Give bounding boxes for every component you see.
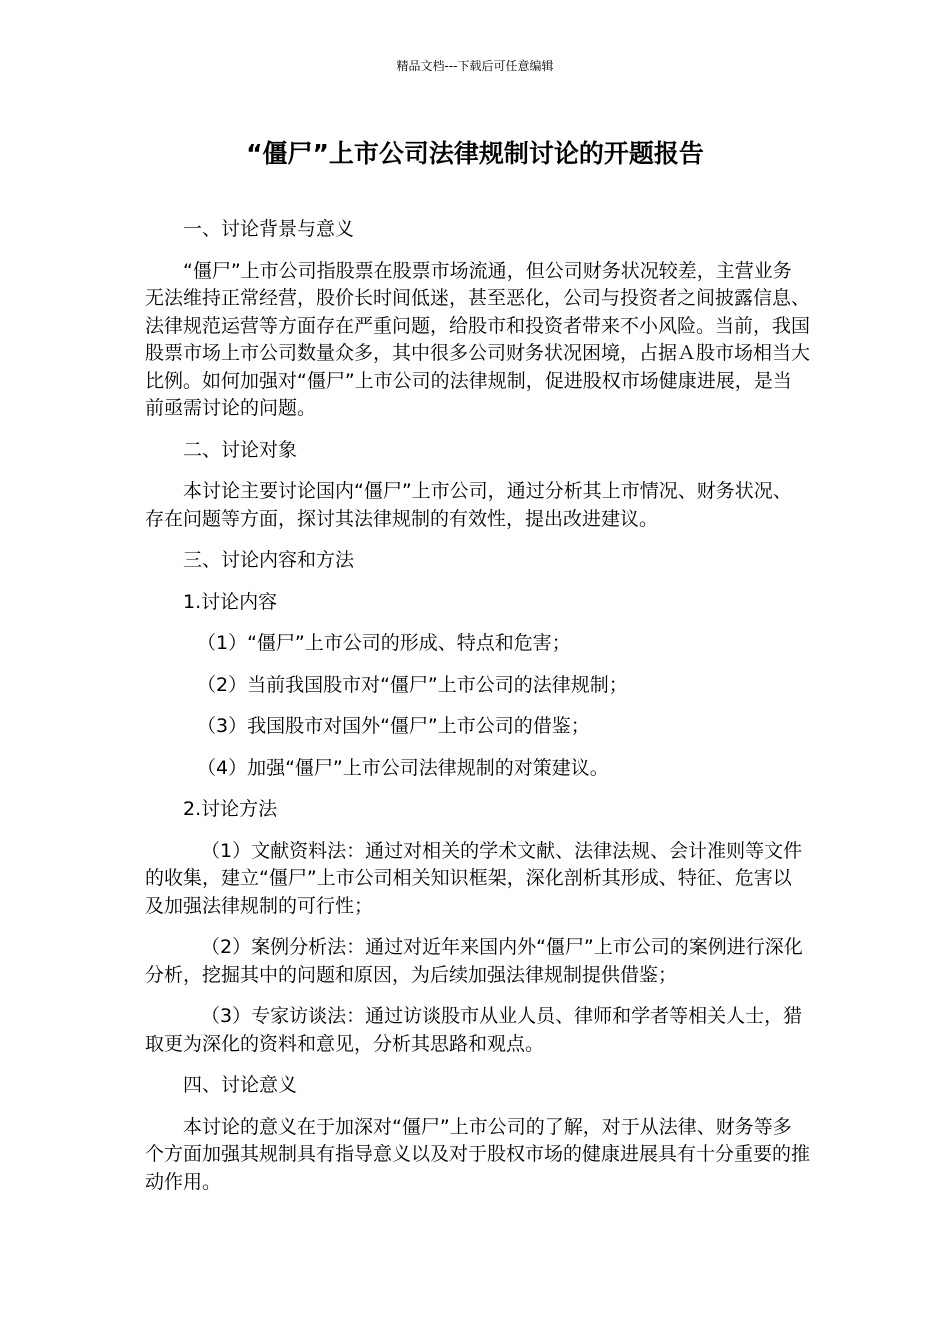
list-item: （2）当前我国股市对“僵尸”上市公司的法律规制； <box>197 673 628 696</box>
subheading-method: 2.讨论方法 <box>183 798 278 820</box>
document-body <box>145 216 810 1196</box>
section-heading-object: 二、讨论对象 <box>183 438 298 461</box>
list-item: （4）加强“僵尸”上市公司法律规制的对策建议。 <box>197 756 609 779</box>
paragraph-background: “僵尸”上市公司指股票在股票市场流通，但公司财务状况较差，主营业务无法维持正常经营，股价长时间低迷，甚至恶化，公司与投资者之间披露信息、法律规范运营等方面存在严重问题，给股市和投资者带来不小风险。当前，我国股票市场上市公司数量众多，其中很多公司财务状况困境，占据Ａ股市场相当大比例。如何加强对“僵尸”上市公司的法律规制，促进股权市场健康进展，是当前亟需讨论的问题。 <box>145 259 811 419</box>
section-heading-significance: 四、讨论意义 <box>183 1074 298 1096</box>
method-paragraph: （1）文献资料法：通过对相关的学术文献、法律法规、会计准则等文件的收集，建立“僵尸”上市公司相关知识框架，深化剖析其形成、特征、危害以及加强法律规制的可行性； <box>145 839 803 917</box>
list-item: （1）“僵尸”上市公司的形成、特点和危害； <box>197 632 571 654</box>
list-item: （3）我国股市对国外“僵尸”上市公司的借鉴； <box>197 715 590 737</box>
method-paragraph: （2）案例分析法：通过对近年来国内外“僵尸”上市公司的案例进行深化分析，挖掘其中的问题和原因，为后续加强法律规制提供借鉴； <box>145 936 803 986</box>
paragraph-object: 本讨论主要讨论国内“僵尸”上市公司，通过分析其上市情况、财务状况、存在问题等方面，探讨其法律规制的有效性，提出改进建议。 <box>145 480 792 530</box>
section-heading-content-method: 三、讨论内容和方法 <box>183 549 355 571</box>
paragraph-significance: 本讨论的意义在于加深对“僵尸”上市公司的了解，对于从法律、财务等多个方面加强其规制具有指导意义以及对于股权市场的健康进展具有十分重要的推动作用。 <box>145 1115 811 1193</box>
document-title: “僵尸”上市公司法律规制讨论的开题报告 <box>246 139 704 168</box>
method-paragraph: （3）专家访谈法：通过访谈股市从业人员、律师和学者等相关人士，猎取更为深化的资料和意见，分析其思路和观点。 <box>145 1005 803 1055</box>
subheading-content: 1.讨论内容 <box>183 590 278 613</box>
header-note: 精品文档---下载后可任意编辑 <box>396 59 554 73</box>
section-heading-background: 一、讨论背景与意义 <box>183 218 355 240</box>
